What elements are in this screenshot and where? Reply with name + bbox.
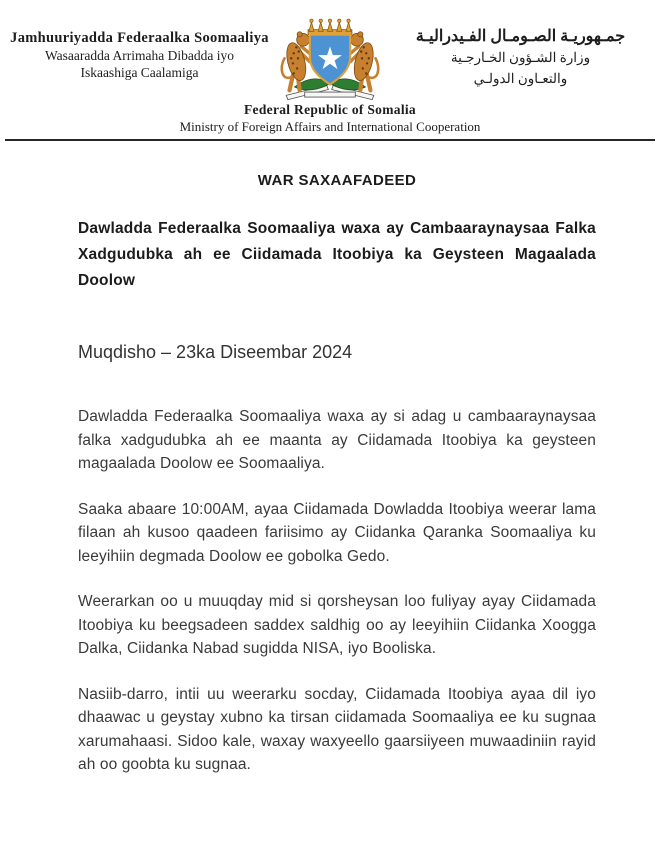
somali-ministry-line: Wasaaradda Arrimaha Dibadda iyo xyxy=(45,48,234,63)
press-release-title: WAR SAXAAFADEED xyxy=(257,172,417,189)
arabic-cooperation-line: والتعـاون الدولـي xyxy=(473,71,568,86)
english-ministry-line: Ministry of Foreign Affairs and International Cooperation xyxy=(179,119,481,134)
paragraph-list xyxy=(78,405,596,777)
document-body xyxy=(0,172,660,777)
letterhead-somali xyxy=(10,14,269,81)
arabic-ministry-line: وزارة الشـؤون الخـارجـية xyxy=(450,50,591,65)
letterhead-english xyxy=(0,102,660,134)
letterhead-arabic xyxy=(391,14,650,89)
coat-of-arms xyxy=(269,14,391,106)
english-republic-line: Federal Republic of Somalia xyxy=(244,102,416,117)
somalia-coat-of-arms-icon xyxy=(271,14,389,106)
somali-republic-line: Jamhuuriyadda Federaalka Soomaaliya xyxy=(10,30,269,46)
body-paragraph: Saaka abaare 10:00AM, ayaa Ciidamada Dowladda Itoobiya weerar lama filaan ah kusoo qaadeen fariisimo ay Ciidanka Qaranka Soomaaliya ku leeyihiin degmada Doolow ee gobolka Gedo. xyxy=(78,500,596,565)
arabic-republic-line: جمـهوريـة الصـومـال الفـيدراليـة xyxy=(415,28,626,45)
body-paragraph: Dawladda Federaalka Soomaaliya waxa ay si adag u cambaaraynaysaa falka xadgudubka ah ee maanta ay Ciidamada Itoobiya ka geysteen magaalada Doolow ee Soomaaliya. xyxy=(78,408,596,472)
somali-cooperation-line: Iskaashiga Caalamiga xyxy=(80,65,199,80)
dateline: Muqdisho – 23ka Diseembar 2024 xyxy=(78,342,353,362)
press-release-heading: Dawladda Federaalka Soomaaliya waxa ay Cambaaraynaysaa Falka Xadgudubka ah ee Ciidamada Itoobiya ka Geysteen Magaalada Doolow xyxy=(78,220,596,289)
body-paragraph: Nasiib-darro, intii uu weerarku socday, Ciidamada Itoobiya ayaa dil iyo dhaawac u geystay xubno ka tirsan ciidamada Soomaaliya ee ku sugnaa xarumahaasi. Sidoo kale, waxay waxyeello gaarsiiyeen muwaadiniin rayid ah oo goobta ku sugnaa. xyxy=(78,685,596,773)
shield-icon xyxy=(310,35,350,85)
body-paragraph: Weerarkan oo u muuqday mid si qorsheysan loo fuliyay ayay Ciidamada Itoobiya ku beegsadeen saddex saldhig oo ay leeyihiin Ciidanka Xoogga Dalka, Ciidanka Nabad sugidda NISA, iyo Booliska. xyxy=(78,593,596,657)
letterhead xyxy=(0,0,660,106)
crown-icon xyxy=(308,19,352,35)
header-divider xyxy=(5,139,655,141)
